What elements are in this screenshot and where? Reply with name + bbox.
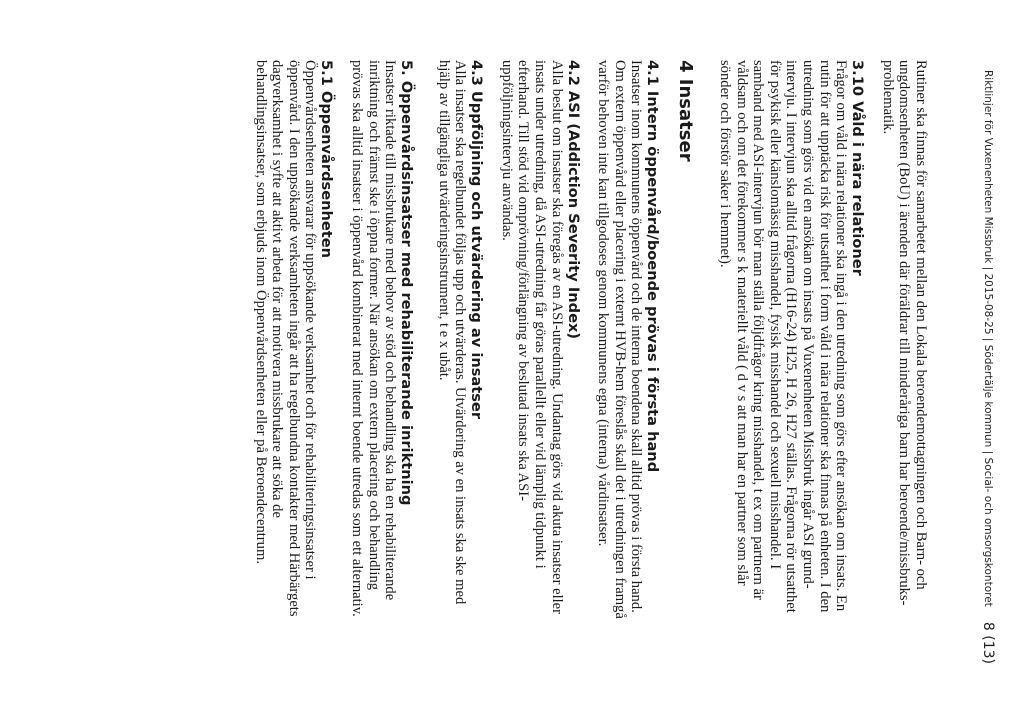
- section-heading-4-1: 4.1 Intern öppenvård/boende prövas i första hand: [644, 60, 662, 473]
- page-number: 8 (13): [980, 621, 996, 664]
- section-heading-4-2: 4.2 ASI (Addiction Severity Index): [564, 60, 582, 340]
- section-text-4-2: Alla beslut om insatser ska föregås av en ASI-utredning. Undantag görs vid akuta insatser eller insats under utredning, då ASI-utredning får göras parallellt eller vid lämplig tidpunkt i efterhand. Till stöd vid omprövning/förlängning av beslutad insats ska ASI-uppföljningsintervju användas.: [498, 60, 565, 615]
- document-body: [252, 60, 929, 620]
- section-heading-5-1: 5.1 Öppenvårdsenheten: [318, 60, 336, 259]
- section-heading-3-10: 3.10 Våld i nära relationer: [849, 60, 867, 276]
- section-heading-5: 5. Öppenvårdsinsatser med rehabiliterande inriktning: [398, 60, 416, 506]
- section-text-5-1: Öppenvårdsenheten ansvarar för uppsökande verksamhet och för rehabiliteringsinsatser i öppenvård. I den uppsökande verksamheten ingår att ha regelbundna kontakter med Härbärgets dagverksamhet i syfte att aktivt arbeta för att motivera missbrukare att söka de behandlingsinsatser, som erbjuds inom Öppenvårdsenheten eller på Beroendecentrum.: [252, 60, 319, 617]
- running-title: Riktlinjer för Vuxenenheten Missbruk | 2015-08-25 | Södertälje kommun | Social- och omsorgskontoret: [982, 70, 994, 607]
- section-text-5: Insatser riktade till missbrukare med behov av stöd och behandling ska ha en rehabiliterande inriktning och främst ske i öppna former. När ansökan om extern placering och behandling prövas ska alltid insatser i öppenvård kombinerat med internt boende utredas som ett alternativ.: [348, 60, 399, 617]
- section-text-3-10: Frågor om våld i nära relationer ska ingå i den utredning som görs efter ansökan om insats. En rutin för att upptäcka risk för utsatthet i form våld i nära relationer ska finnas på enheten. I den utredning som görs vid en ansökan om insats på Vuxenenheten Missbruk ingår ASI grund-intervju. I intervjun ska alltid frågorna (H16-24) H25, H 26, H27 ställas. Frågorna rör utsatthet för psykisk eller känslomässig misshandel, fysisk misshandel och sexuell misshandel. I samband med ASI-intervjun bör man ställa följdfrågor kring misshandel, t ex om partnern är våldsam och om det förekommer s k materiellt våld ( d v s att man har en partner som slår sönder och förstör saker i hemmet).: [717, 60, 850, 613]
- section-text-4-3: Alla insatser ska regelbundet följas upp och utvärderas. Utvärdering av en insats ska ske med hjälp av tillgängliga utvärderingsinstrument, t e x ubåt.: [435, 60, 469, 605]
- section-text-4-1: Insatser inom kommunens öppenvård och de interna boendena skall alltid prövas i första hand. Om extern öppenvård eller placering i externt HVB-hem föreslås skall det i utredningen framgå varför behoven inte kan tillgodoses genom kommunens egna (interna) vårdinsatser.: [595, 60, 645, 619]
- section-heading-4-3: 4.3 Uppföljning och utvärdering av insatser: [468, 60, 486, 420]
- section-heading-4: 4 Insatser: [675, 60, 697, 162]
- intro-paragraph: Rutiner ska finnas för samarbetet mellan den Lokala beroendemottagningen och Barn- och ungdomsenheten (BoU) i ärenden där föräldrar till minderåriga barn har beroende/missbruks-problematik.: [879, 60, 929, 606]
